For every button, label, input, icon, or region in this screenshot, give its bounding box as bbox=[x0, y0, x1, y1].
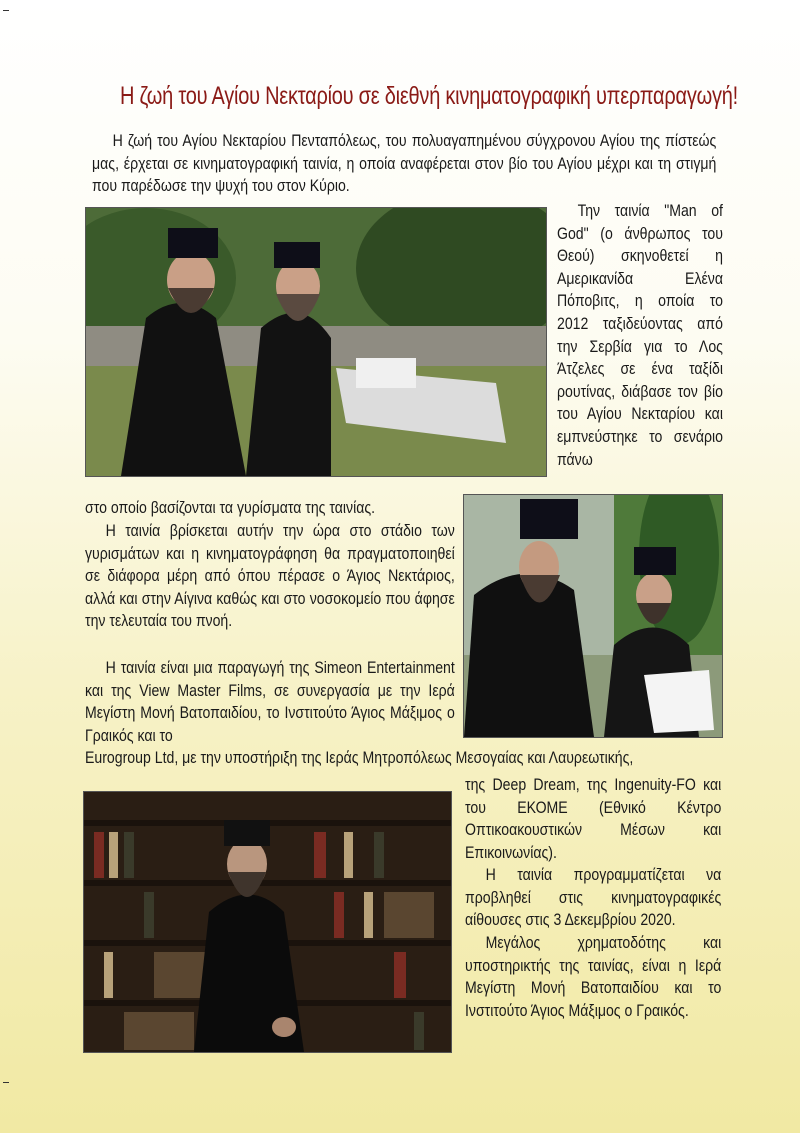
full-width-line: Eurogroup Ltd, με την υποστήριξη της Ιεράς Μητροπόλεως Μεσογαίας και Λαυρεωτικής, bbox=[85, 749, 634, 767]
left-column-paragraph-3: Η ταινία είναι μια παραγωγή της Simeon Entertainment και της View Master Films, σε συνεργασία με την Ιερά Μεγίστη Μονή Βατοπαιδίου, το Ινστιτούτο Άγιος Μάξιμος ο Γραικός και το bbox=[85, 659, 455, 745]
intro-paragraph: Η ζωή του Αγίου Νεκταρίου Πενταπόλεως, του πολυαγαπημένου σύγχρονου Αγίου της πίστεώς μας, έρχεται σε κινηματογραφική ταινία, η οποία αναφέρεται στον βίο του Αγίου μέχρι και τη στιγμή που παρέδωσε την ψυχή του στον Κύριο. bbox=[92, 132, 717, 196]
right-column-paragraph-1: Την ταινία "Man of God" (ο άνθρωπος του Θεού) σκηνοθετεί η Αμερικανίδα Ελένα Πόποβιτς, η οποία το 2012 ταξιδεύοντας από την Σερβία για το Λος Άτζελες σε ένα ταξίδι ρουτίνας, διάβασε τον βίο του Αγίου Νεκταρίου και εμπνεύστηκε το σενάριο πάνω bbox=[557, 202, 723, 469]
right-column-paragraph-3: Η ταινία προγραμματίζεται να προβληθεί στις κινηματογραφικές αίθουσες στις 3 Δεκεμβρίου 2020. bbox=[465, 866, 722, 930]
right-column-paragraph-2: της Deep Dream, της Ingenuity-FO και του ΕΚΟΜΕ (Εθνικό Κέντρο Οπτικοακουστικών Μέσων και Επικοινωνίας). bbox=[465, 776, 722, 862]
crop-mark-top bbox=[3, 10, 9, 11]
photo-monks-reading-script bbox=[463, 494, 723, 738]
left-column-paragraph-2: Η ταινία βρίσκεται αυτήν την ώρα στο στάδιο των γυρισμάτων και η κινηματογράφηση θα πραγματοποιηθεί σε διάφορα μέρη από όπου πέρασε ο Άγιος Νεκτάριος, αλλά και στην Αίγινα καθώς και στο νοσοκομείο που άφησε την τελευταία του πνοή. bbox=[85, 522, 455, 631]
photo-monks-at-grave bbox=[85, 207, 547, 477]
article-title: Η ζωή του Αγίου Νεκταρίου σε διεθνή κινηματογραφική υπερπαραγωγή! bbox=[120, 82, 738, 110]
right-column-paragraph-4: Μεγάλος χρηματοδότης και υποστηρικτής της ταινίας, είναι η Ιερά Μεγίστη Μονή Βατοπαιδίου και το Ινστιτούτο Άγιος Μάξιμος ο Γραικός. bbox=[465, 934, 722, 1020]
crop-mark-bottom bbox=[3, 1082, 9, 1083]
left-column-paragraph-1: στο οποίο βασίζονται τα γυρίσματα της ταινίας. bbox=[85, 499, 376, 517]
photo-monk-in-library bbox=[83, 791, 452, 1053]
